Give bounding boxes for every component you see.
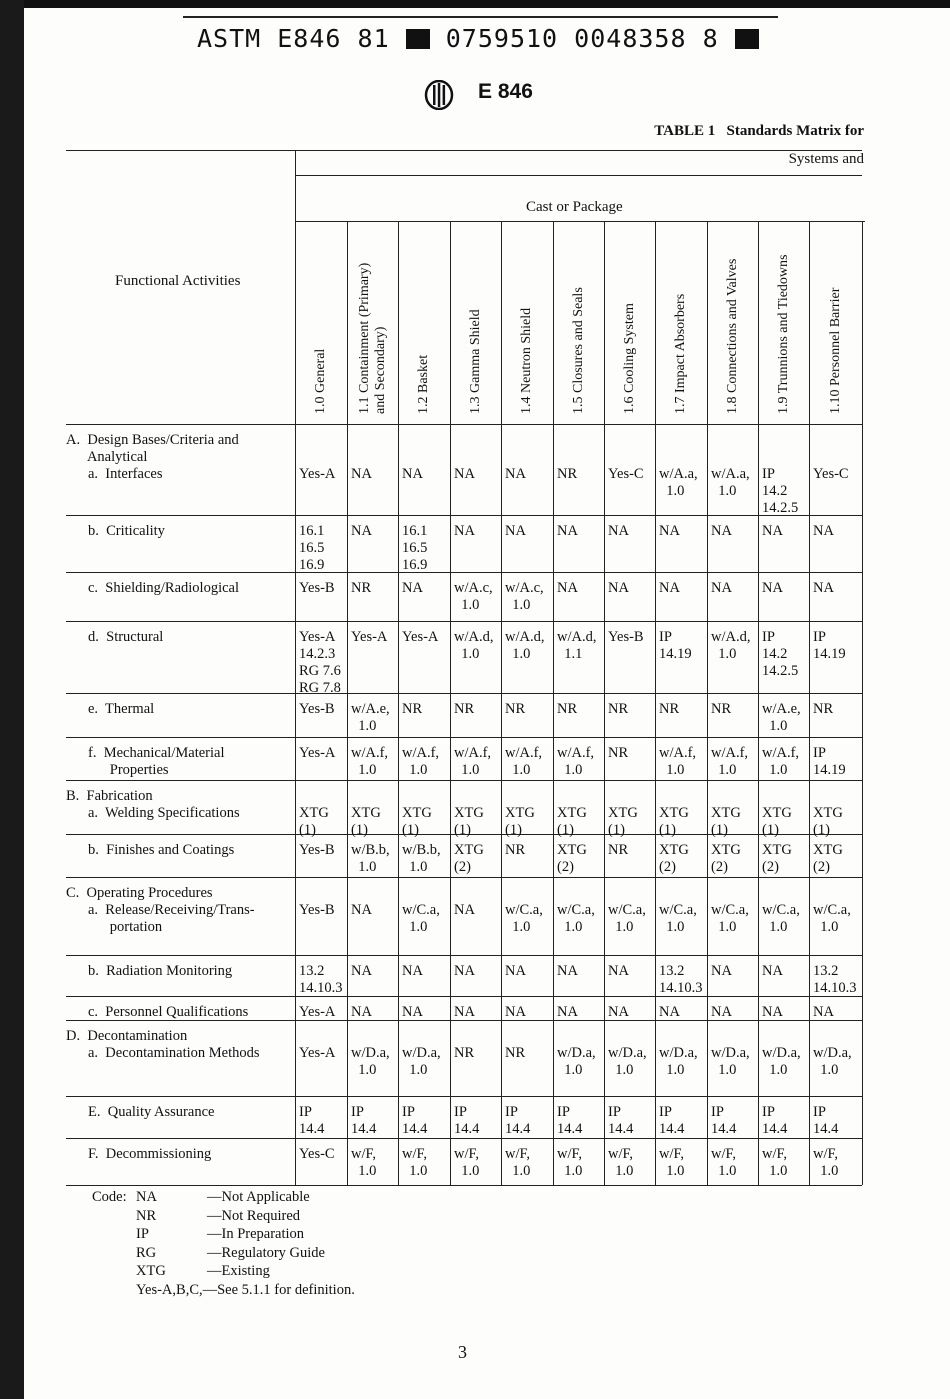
matrix-cell: IP 14.4	[813, 1104, 839, 1137]
matrix-cell: NA	[711, 580, 732, 596]
matrix-cell: NR	[557, 466, 578, 482]
matrix-cell: Yes-B	[299, 580, 335, 596]
row-rule	[66, 737, 862, 738]
matrix-cell: w/F, 1.0	[608, 1146, 634, 1179]
matrix-cell: NA	[608, 1004, 629, 1020]
matrix-cell: NA	[608, 523, 629, 539]
matrix-cell: w/D.a, 1.0	[402, 1045, 441, 1078]
matrix-cell: Yes-C	[608, 466, 644, 482]
matrix-cell: NA	[813, 523, 834, 539]
column-header-10	[776, 255, 792, 415]
row-activity-label: E. Quality Assurance	[88, 1104, 215, 1120]
matrix-cell: XTG (1)	[299, 805, 329, 838]
legend-code: NR	[136, 1207, 157, 1224]
matrix-cell: NR	[402, 701, 423, 717]
matrix-cell: Yes-A	[299, 1045, 336, 1061]
matrix-cell: XTG (1)	[813, 805, 843, 838]
matrix-cell: NR	[608, 701, 629, 717]
matrix-cell: IP 14.19	[659, 629, 692, 662]
row-activity-label: c. Shielding/Radiological	[88, 580, 240, 596]
column-header-line: 1.0 General	[313, 348, 328, 414]
matrix-cell: IP 14.4	[505, 1104, 531, 1137]
matrix-cell: NA	[402, 466, 423, 482]
matrix-cell: Yes-A	[351, 629, 388, 645]
matrix-cell: IP 14.4	[711, 1104, 737, 1137]
column-header-line: 1.2 Basket	[416, 354, 431, 414]
matrix-cell: w/A.f, 1.0	[505, 745, 543, 778]
legend-code: XTG	[136, 1263, 166, 1279]
column-header-2	[357, 263, 389, 414]
column-rule	[862, 221, 863, 1185]
matrix-cell: w/B.b, 1.0	[402, 842, 441, 875]
matrix-cell: IP 14.4	[454, 1104, 480, 1137]
matrix-cell: NA	[557, 523, 578, 539]
matrix-cell: NA	[454, 902, 475, 918]
table-caption	[654, 123, 864, 140]
matrix-cell: w/A.d, 1.0	[505, 629, 545, 662]
matrix-cell: XTG (1)	[454, 805, 484, 838]
matrix-cell: XTG (1)	[608, 805, 638, 838]
row-activity-label: b. Radiation Monitoring	[88, 963, 233, 979]
matrix-cell: IP 14.4	[557, 1104, 583, 1137]
matrix-cell: w/C.a, 1.0	[608, 902, 646, 935]
matrix-cell: NR	[505, 842, 526, 858]
doc-id-part-2: 0759510 0048358 8	[445, 24, 719, 53]
header-rule-systems	[295, 175, 862, 176]
matrix-cell: NA	[351, 523, 372, 539]
matrix-cell: w/C.a, 1.0	[557, 902, 595, 935]
matrix-cell: NA	[557, 580, 578, 596]
column-rule	[347, 221, 348, 1185]
column-rule	[758, 221, 759, 1185]
matrix-cell: XTG (2)	[659, 842, 689, 875]
matrix-cell: NA	[608, 963, 629, 979]
matrix-cell: w/F, 1.0	[762, 1146, 788, 1179]
row-activity-label: f. Mechanical/Material Properties	[88, 745, 225, 778]
column-header-9	[725, 259, 741, 414]
row-rule	[66, 1185, 862, 1186]
page-number: 3	[458, 1342, 467, 1362]
matrix-cell: NA	[402, 1004, 423, 1020]
matrix-cell: w/A.d, 1.1	[557, 629, 597, 662]
matrix-cell: NA	[659, 1004, 680, 1020]
matrix-cell: w/F, 1.0	[402, 1146, 428, 1179]
row-activity-label: e. Thermal	[88, 701, 155, 717]
matrix-cell: w/C.a, 1.0	[402, 902, 440, 935]
matrix-cell: 16.1 16.5 16.9	[402, 523, 428, 573]
column-header-line: 1.8 Connections and Valves	[724, 258, 740, 414]
matrix-cell: NR	[659, 701, 680, 717]
matrix-cell: NA	[351, 466, 372, 482]
legend-footnote: Yes-A,B,C,—See 5.1.1 for definition.	[136, 1281, 355, 1298]
matrix-cell: NR	[454, 701, 475, 717]
header-rule-cast	[295, 221, 865, 222]
row-rule	[66, 572, 862, 573]
matrix-cell: NR	[608, 842, 629, 858]
matrix-cell: 13.2 14.10.3	[659, 963, 703, 996]
matrix-cell: NA	[659, 580, 680, 596]
legend-title: Code:	[92, 1189, 127, 1205]
column-header-line: 1.9 Trunnions and Tiedowns	[775, 254, 791, 414]
column-rule	[398, 221, 399, 1185]
column-rule	[450, 221, 451, 1185]
matrix-cell: w/F, 1.0	[659, 1146, 685, 1179]
column-rule	[809, 221, 810, 1185]
matrix-cell: w/A.e, 1.0	[351, 701, 390, 734]
matrix-cell: w/C.a, 1.0	[659, 902, 697, 935]
matrix-cell: w/A.f, 1.0	[711, 745, 749, 778]
doc-id-line	[197, 24, 759, 53]
matrix-cell: IP 14.4	[762, 1104, 788, 1137]
matrix-cell: w/A.e, 1.0	[762, 701, 801, 734]
matrix-cell: IP 14.19	[813, 629, 846, 662]
black-square-icon	[406, 29, 430, 49]
row-activity-label: F. Decommissioning	[88, 1146, 212, 1162]
matrix-cell: XTG (2)	[762, 842, 792, 875]
matrix-cell: w/A.c, 1.0	[505, 580, 544, 613]
matrix-cell: w/D.a, 1.0	[762, 1045, 801, 1078]
column-header-line: 1.4 Neutron Shield	[519, 307, 534, 414]
legend-meaning: —Existing	[207, 1263, 270, 1279]
matrix-cell: w/D.a, 1.0	[351, 1045, 390, 1078]
column-rule	[604, 221, 605, 1185]
matrix-cell: NR	[711, 701, 732, 717]
matrix-cell: Yes-A 14.2.3 RG 7.6 RG 7.8	[299, 629, 341, 696]
matrix-cell: NR	[351, 580, 372, 596]
matrix-cell: Yes-B	[299, 701, 335, 717]
black-square-icon	[735, 29, 759, 49]
row-rule	[66, 1138, 862, 1139]
column-rule	[655, 221, 656, 1185]
matrix-cell: Yes-A	[299, 466, 336, 482]
matrix-cell: NA	[505, 466, 526, 482]
table-title: Standards Matrix for	[726, 123, 864, 139]
row-rule	[66, 693, 862, 694]
legend-code: RG	[136, 1244, 157, 1261]
matrix-cell: w/F, 1.0	[454, 1146, 480, 1179]
matrix-cell: NA	[711, 523, 732, 539]
matrix-cell: w/A.f, 1.0	[762, 745, 800, 778]
matrix-cell: NA	[762, 963, 783, 979]
legend-meaning: —Not Required	[207, 1207, 301, 1224]
row-activity-label: a. Release/Receiving/Trans- portation	[88, 902, 255, 935]
matrix-cell: NA	[454, 963, 475, 979]
matrix-cell: XTG (1)	[402, 805, 432, 838]
table-top-rule	[66, 150, 862, 151]
matrix-cell: NA	[454, 1004, 475, 1020]
row-rule	[66, 780, 862, 781]
header-bottom-rule	[66, 424, 862, 425]
matrix-cell: Yes-B	[608, 629, 644, 645]
matrix-cell: IP 14.4	[351, 1104, 377, 1137]
matrix-cell: w/F, 1.0	[557, 1146, 583, 1179]
matrix-cell: NR	[813, 701, 834, 717]
column-rule	[501, 221, 502, 1185]
matrix-cell: NR	[454, 1045, 475, 1061]
matrix-cell: XTG (1)	[711, 805, 741, 838]
legend-meaning: —Regulatory Guide	[207, 1244, 325, 1261]
matrix-cell: w/A.f, 1.0	[402, 745, 440, 778]
row-section-label: D. Decontamination	[66, 1028, 188, 1044]
matrix-cell: w/D.a, 1.0	[813, 1045, 852, 1078]
row-activity-label: a. Decontamination Methods	[88, 1045, 260, 1061]
matrix-cell: XTG (2)	[557, 842, 587, 875]
matrix-cell: Yes-B	[299, 842, 335, 858]
header-left-rule	[295, 150, 296, 1185]
matrix-cell: IP 14.2 14.2.5	[762, 629, 799, 679]
matrix-cell: w/F, 1.0	[351, 1146, 377, 1179]
matrix-cell: w/A.f, 1.0	[351, 745, 389, 778]
matrix-cell: NA	[762, 580, 783, 596]
matrix-cell: IP 14.4	[299, 1104, 325, 1137]
matrix-cell: NA	[762, 1004, 783, 1020]
matrix-cell: w/D.a, 1.0	[608, 1045, 647, 1078]
matrix-cell: NA	[762, 523, 783, 539]
matrix-cell: 13.2 14.10.3	[299, 963, 343, 996]
row-activity-label: a. Interfaces	[88, 466, 163, 482]
matrix-cell: w/C.a, 1.0	[813, 902, 851, 935]
legend-meaning: —Not Applicable	[207, 1189, 310, 1205]
row-rule	[66, 996, 862, 997]
matrix-cell: IP 14.19	[813, 745, 846, 778]
column-header-line: 1.7 Impact Absorbers	[673, 293, 688, 414]
astm-logo-icon	[424, 80, 454, 110]
matrix-cell: NR	[505, 701, 526, 717]
matrix-cell: NA	[711, 963, 732, 979]
matrix-cell: w/C.a, 1.0	[711, 902, 749, 935]
legend-code: IP	[136, 1226, 149, 1242]
matrix-cell: NR	[505, 1045, 526, 1061]
matrix-cell: IP 14.4	[402, 1104, 428, 1137]
group-header-label: Cast or Package	[526, 199, 623, 215]
matrix-cell: w/F, 1.0	[505, 1146, 531, 1179]
matrix-cell: Yes-A	[299, 1004, 336, 1020]
row-rule	[66, 1096, 862, 1097]
matrix-cell: NA	[505, 523, 526, 539]
column-header-1	[313, 349, 329, 414]
row-section-label: A. Design Bases/Criteria and Analytical	[66, 432, 239, 465]
header-rule	[183, 16, 778, 18]
matrix-cell: NA	[351, 902, 372, 918]
column-header-line: 1.1 Containment (Primary)	[356, 262, 372, 414]
row-activity-label: c. Personnel Qualifications	[88, 1004, 249, 1020]
matrix-cell: XTG (2)	[711, 842, 741, 875]
matrix-cell: XTG (1)	[659, 805, 689, 838]
matrix-cell: NR	[608, 745, 629, 761]
matrix-cell: XTG (1)	[505, 805, 535, 838]
matrix-cell: Yes-A	[299, 745, 336, 761]
activities-header-label: Functional Activities	[115, 273, 241, 289]
row-section-label: C. Operating Procedures	[66, 885, 213, 901]
matrix-cell: 13.2 14.10.3	[813, 963, 857, 996]
matrix-cell: w/C.a, 1.0	[505, 902, 543, 935]
matrix-cell: NA	[659, 523, 680, 539]
column-header-5	[519, 308, 535, 414]
matrix-cell: NA	[454, 466, 475, 482]
column-rule	[707, 221, 708, 1185]
matrix-cell: w/B.b, 1.0	[351, 842, 390, 875]
column-header-4	[468, 309, 484, 414]
matrix-cell: XTG (2)	[454, 842, 484, 875]
row-section-label: B. Fabrication	[66, 788, 153, 804]
legend-meaning: —In Preparation	[207, 1226, 305, 1242]
row-activity-label: d. Structural	[88, 629, 164, 645]
matrix-cell: w/A.d, 1.0	[711, 629, 751, 662]
matrix-cell: w/A.f, 1.0	[557, 745, 595, 778]
matrix-cell: w/A.f, 1.0	[454, 745, 492, 778]
matrix-cell: w/D.a, 1.0	[557, 1045, 596, 1078]
matrix-cell: NA	[454, 523, 475, 539]
matrix-cell: NA	[505, 1004, 526, 1020]
column-header-line: 1.6 Cooling System	[621, 303, 637, 414]
table-caption-cont: Systems and	[788, 151, 864, 167]
matrix-cell: NA	[557, 1004, 578, 1020]
matrix-cell: w/A.f, 1.0	[659, 745, 697, 778]
matrix-cell: IP 14.4	[608, 1104, 634, 1137]
matrix-cell: NA	[813, 580, 834, 596]
row-activity-label: b. Criticality	[88, 523, 165, 539]
matrix-cell: Yes-C	[299, 1146, 335, 1162]
matrix-cell: XTG (2)	[813, 842, 843, 875]
column-rule	[553, 221, 554, 1185]
row-rule	[66, 621, 862, 622]
column-header-11	[828, 288, 844, 414]
table-label: TABLE 1	[654, 123, 716, 139]
matrix-cell: 16.1 16.5 16.9	[299, 523, 325, 573]
matrix-cell: w/D.a, 1.0	[659, 1045, 698, 1078]
matrix-cell: NR	[557, 701, 578, 717]
matrix-cell: NA	[402, 963, 423, 979]
row-rule	[66, 877, 862, 878]
matrix-cell: NA	[711, 1004, 732, 1020]
matrix-cell: NA	[351, 1004, 372, 1020]
matrix-cell: w/A.a, 1.0	[711, 466, 750, 499]
matrix-cell: XTG (1)	[557, 805, 587, 838]
matrix-cell: w/D.a, 1.0	[711, 1045, 750, 1078]
matrix-cell: NA	[813, 1004, 834, 1020]
column-header-6	[571, 287, 587, 414]
scan-top-edge	[0, 0, 950, 8]
matrix-cell: NA	[557, 963, 578, 979]
matrix-cell: XTG (1)	[762, 805, 792, 838]
matrix-cell: Yes-A	[402, 629, 439, 645]
column-header-3	[416, 355, 432, 414]
matrix-cell: w/A.a, 1.0	[659, 466, 698, 499]
matrix-cell: w/F, 1.0	[813, 1146, 839, 1179]
row-activity-label: b. Finishes and Coatings	[88, 842, 235, 858]
matrix-cell: NA	[505, 963, 526, 979]
matrix-cell: w/C.a, 1.0	[762, 902, 800, 935]
matrix-cell: NA	[351, 963, 372, 979]
matrix-cell: w/A.c, 1.0	[454, 580, 493, 613]
matrix-cell: IP 14.2 14.2.5	[762, 466, 799, 516]
column-header-7	[622, 303, 638, 414]
matrix-cell: XTG (1)	[351, 805, 381, 838]
matrix-cell: w/F, 1.0	[711, 1146, 737, 1179]
column-header-line: 1.3 Gamma Shield	[467, 309, 483, 414]
column-header-8	[673, 294, 689, 414]
standard-number: E 846	[478, 80, 533, 103]
column-header-line: 1.10 Personnel Barrier	[827, 287, 843, 414]
matrix-cell: IP 14.4	[659, 1104, 685, 1137]
scan-left-edge	[0, 0, 24, 1399]
matrix-cell: Yes-B	[299, 902, 335, 918]
matrix-cell: NA	[402, 580, 423, 596]
row-rule	[66, 515, 862, 516]
matrix-cell: w/A.d, 1.0	[454, 629, 494, 662]
row-activity-label: a. Welding Specifications	[88, 805, 240, 821]
row-rule	[66, 955, 862, 956]
column-header-line: and Secondary)	[372, 326, 388, 414]
legend-code: NA	[136, 1189, 157, 1205]
matrix-cell: NA	[608, 580, 629, 596]
column-header-line: 1.5 Closures and Seals	[570, 287, 586, 414]
matrix-cell: Yes-C	[813, 466, 849, 482]
doc-id-part-1: ASTM E846 81	[197, 24, 390, 53]
